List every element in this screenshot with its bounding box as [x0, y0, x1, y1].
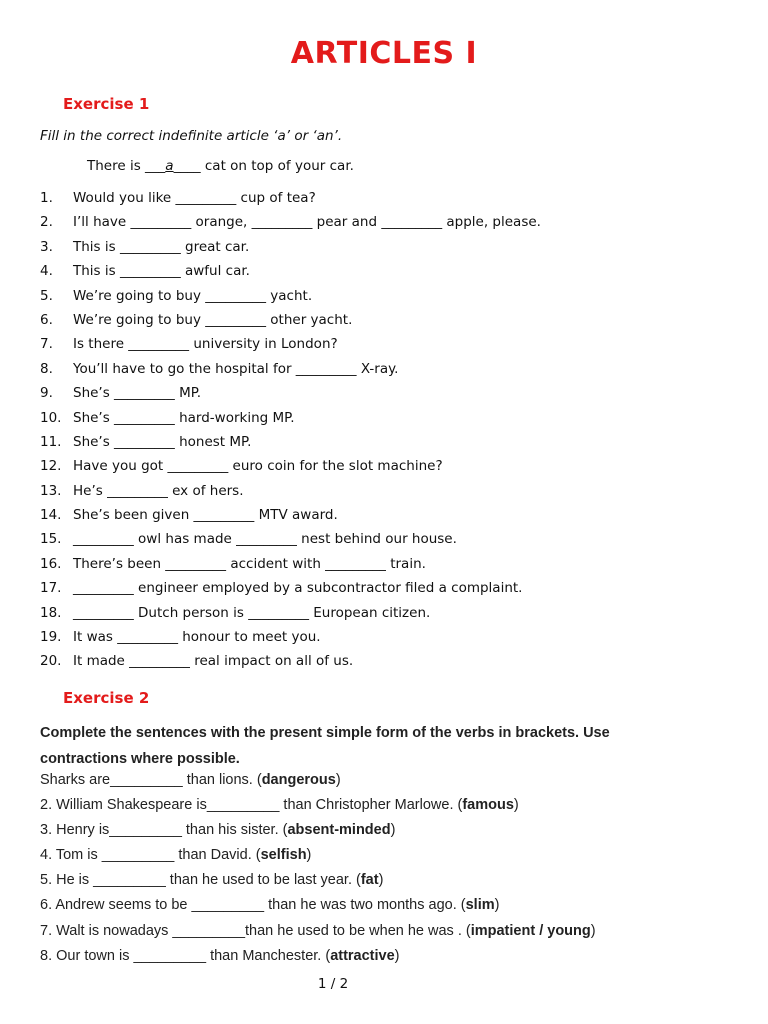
item-number: 18.	[40, 604, 62, 621]
item-text: Is there _________ university in London?	[73, 336, 338, 353]
adjective-hint: dangerous	[261, 772, 336, 788]
sentence-after: )	[513, 797, 519, 814]
item-number: 5.	[40, 287, 53, 304]
item-number: 7.	[40, 336, 53, 353]
item-number: 10.	[40, 409, 62, 426]
item-text: He’s _________ ex of hers.	[73, 482, 244, 499]
item-text: This is _________ great car.	[73, 238, 250, 255]
exercise-1-item	[40, 311, 541, 335]
exercise-1-item	[40, 384, 541, 408]
page-title: ARTICLES I	[290, 36, 478, 71]
exercise-1-item	[40, 628, 541, 652]
exercise-1-item	[40, 189, 541, 213]
sentence-before: 4. Tom is _________ than David. (	[40, 847, 261, 864]
exercise-1-item	[40, 360, 541, 384]
example-after: ____ cat on top of your car.	[173, 158, 354, 174]
item-number: 11.	[40, 433, 62, 450]
exercise-1-item	[40, 604, 541, 628]
adjective-hint: famous	[462, 797, 514, 814]
exercise-1-item	[40, 457, 541, 481]
exercise-1-item	[40, 262, 541, 286]
exercise-1-item	[40, 530, 541, 554]
exercise-1-item	[40, 482, 541, 506]
exercise-2-heading: Exercise 2	[63, 689, 150, 707]
item-text: It made _________ real impact on all of us.	[73, 653, 354, 670]
exercise-1-item	[40, 652, 541, 676]
item-text: It was _________ honour to meet you.	[73, 629, 321, 646]
exercise-2-item	[40, 771, 596, 796]
exercise-1-item	[40, 213, 541, 237]
item-number: 9.	[40, 385, 53, 402]
item-number: 3.	[40, 238, 53, 255]
exercise-1-item	[40, 555, 541, 579]
sentence-after: )	[390, 822, 396, 839]
exercise-2-list	[40, 771, 596, 972]
page-number: 1 / 2	[317, 976, 349, 992]
adjective-hint: impatient / young	[470, 922, 591, 939]
sentence-after: )	[306, 847, 312, 864]
adjective-hint: fat	[360, 872, 379, 889]
item-number: 15.	[40, 531, 62, 548]
exercise-1-item	[40, 506, 541, 530]
item-text: You’ll have to go the hospital for _________ X-ray.	[73, 360, 399, 377]
item-text: _________ engineer employed by a subcontractor filed a complaint.	[73, 580, 523, 597]
sentence-before: 3. Henry is_________ than his sister. (	[40, 822, 288, 839]
item-text: _________ Dutch person is _________ European citizen.	[73, 604, 431, 621]
item-text: This is _________ awful car.	[73, 263, 250, 280]
item-number: 14.	[40, 507, 62, 524]
sentence-before: 7. Walt is nowadays _________than he used to be when he was . (	[40, 922, 471, 939]
sentence-after: )	[378, 872, 384, 889]
adjective-hint: absent-minded	[287, 822, 391, 839]
item-text: We’re going to buy _________ yacht.	[73, 287, 313, 304]
adjective-hint: attractive	[330, 947, 395, 964]
item-number: 6.	[40, 311, 53, 328]
item-text: She’s _________ MP.	[73, 385, 202, 402]
item-number: 4.	[40, 263, 53, 280]
example-answer: a	[165, 158, 174, 174]
sentence-before: 5. He is _________ than he used to be last year. (	[40, 872, 361, 889]
item-number: 16.	[40, 555, 62, 572]
item-number: 20.	[40, 653, 62, 670]
exercise-2-instruction: Complete the sentences with the present simple form of the verbs in brackets. Use contractions where possible.	[40, 725, 610, 767]
item-text: I’ll have _________ orange, _________ pear and _________ apple, please.	[73, 214, 541, 231]
item-text: Have you got _________ euro coin for the slot machine?	[73, 458, 443, 475]
item-number: 1.	[40, 190, 53, 206]
adjective-hint: slim	[465, 897, 495, 914]
example-before: There is ___	[87, 158, 166, 174]
item-number: 2.	[40, 214, 53, 231]
item-number: 13.	[40, 482, 62, 499]
item-text: She’s _________ hard-working MP.	[73, 409, 295, 426]
item-text: We’re going to buy _________ other yacht.	[73, 311, 353, 328]
sentence-after: )	[394, 947, 400, 964]
item-text: She’s _________ honest MP.	[73, 433, 252, 450]
exercise-2-item	[40, 896, 596, 921]
item-number: 12.	[40, 458, 62, 475]
item-number: 19.	[40, 629, 62, 646]
sentence-after: )	[494, 897, 500, 914]
item-number: 17.	[40, 580, 62, 597]
exercise-2-item	[40, 947, 596, 972]
adjective-hint: selfish	[260, 847, 307, 864]
exercise-1-example	[87, 158, 354, 174]
exercise-1-instruction: Fill in the correct indefinite article ‘a’ or ‘an’.	[40, 128, 343, 144]
exercise-1-item	[40, 287, 541, 311]
exercise-1-list	[40, 189, 541, 677]
sentence-before: 6. Andrew seems to be _________ than he was two months ago. (	[40, 897, 466, 914]
item-text: Would you like _________ cup of tea?	[73, 190, 316, 206]
sentence-before: Sharks are_________ than lions. (	[40, 772, 262, 788]
exercise-1-item	[40, 238, 541, 262]
exercise-1-item	[40, 579, 541, 603]
item-text: _________ owl has made _________ nest behind our house.	[73, 531, 457, 548]
item-number: 8.	[40, 360, 53, 377]
exercise-1-heading: Exercise 1	[63, 95, 150, 113]
exercise-1-item	[40, 433, 541, 457]
exercise-2-item	[40, 821, 596, 846]
exercise-2-item	[40, 796, 596, 821]
sentence-after: )	[590, 922, 596, 939]
sentence-before: 8. Our town is _________ than Manchester. (	[40, 947, 331, 964]
sentence-before: 2. William Shakespeare is_________ than Christopher Marlowe. (	[40, 797, 463, 814]
item-text: She’s been given _________ MTV award.	[73, 507, 338, 524]
item-text: There’s been _________ accident with _________ train.	[73, 555, 426, 572]
exercise-2-item	[40, 871, 596, 896]
exercise-1-item	[40, 335, 541, 359]
exercise-2-item	[40, 846, 596, 871]
sentence-after: )	[335, 772, 341, 788]
exercise-2-item	[40, 922, 596, 947]
exercise-1-item	[40, 409, 541, 433]
